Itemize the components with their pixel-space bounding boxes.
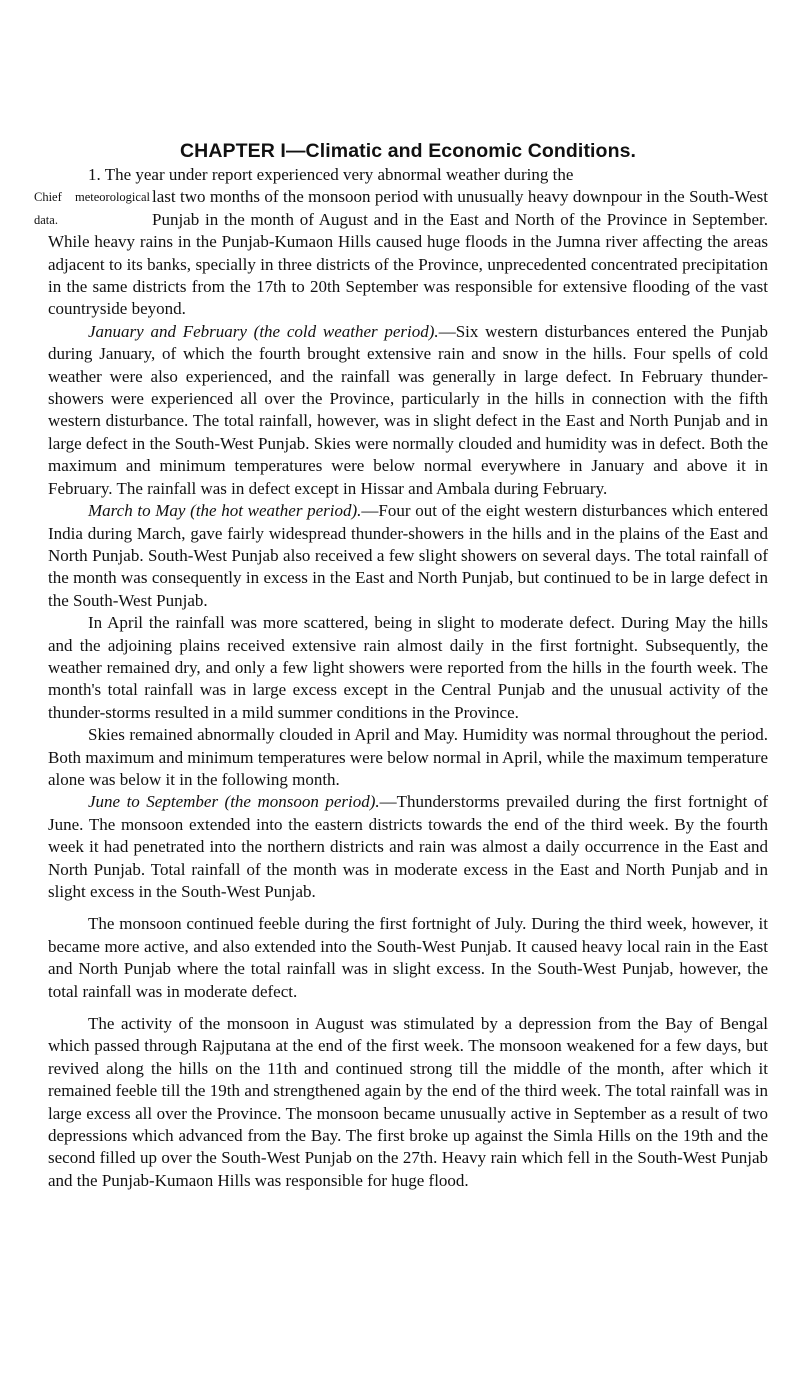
paragraph-3-text: —Four out of the eight western disturbances which entered India during March, gave fairly widespread thunder-showers in the hills and in the plains of the East and North Punjab. South-West Punjab also received a few slight showers on several days. The total rainfall of the month was consequently in excess in the East and North Punjab, but continued to be in large defect in the South-West Punjab. — [48, 501, 768, 610]
margin-note-meteorological: meteorological — [75, 190, 150, 205]
section-heading-cold-weather: January and February (the cold weather period). — [88, 321, 439, 341]
chapter-title: CHAPTER I—Climatic and Economic Conditions. — [179, 140, 637, 162]
margin-note-data: data. — [34, 212, 58, 227]
section-heading-hot-weather: March to May (the hot weather period). — [88, 501, 362, 521]
paragraph-3 — [48, 500, 768, 612]
paragraph-2-text: —Six western disturbances entered the Punjab during January, of which the fourth brought extensive rain and snow in the hills. Four spells of cold weather were also experienced, and the rainfall was generally in large defect. In February thunder-showers were experienced all over the Province, particularly in the hills in connection with the fifth western disturbance. The total rainfall, however, was in slight defect in the East and North Punjab and in large defect in the South-West Punjab. Skies were normally clouded and humidity was in defect. Both the maximum and minimum temperatures were below normal everywhere in January and above it in February. The rainfall was in defect except in Hissar and Ambala during February. — [48, 321, 768, 498]
paragraph-number: 1. — [88, 165, 101, 184]
paragraph-1-lead: The year under report experienced very abnormal weather during the — [100, 165, 574, 184]
paragraph-2 — [48, 321, 768, 500]
paragraph-1-text: last two months of the monsoon period with unusually heavy downpour in the South-West Punjab in the month of August and in the East and North of the Province in September. While heavy rains in the Punjab-Kumaon Hills caused huge floods in the Jumna river affecting the areas adjacent to its banks, specially in three districts of the Province, unprecedented concentrated precipitation in the same districts from the 17th to 20th September was responsible for extensive flooding of the vast countryside beyond. — [48, 187, 768, 319]
paragraph-6-text: —Thunderstorms prevailed during the first fortnight of June. The monsoon extended into the eastern districts towards the end of the third week. By the fourth week it had penetrated into the northern districts and rain was almost a daily occurrence in the East and North Punjab. Total rainfall of the month was in moderate excess in the East and North Punjab and in slight excess in the South-West Punjab. — [48, 792, 768, 901]
margin-note — [34, 186, 152, 231]
paragraph-5: Skies remained abnormally clouded in April and May. Humidity was normal throughout the period. Both maximum and minimum temperatures were below normal in April, while the maximum temperature alone was below it in the following month. — [48, 725, 768, 789]
paragraph-6 — [48, 791, 768, 903]
body-text — [34, 164, 768, 1192]
paragraph-7: The monsoon continued feeble during the first fortnight of July. During the third week, however, it became more active, and also extended into the South-West Punjab. It caused heavy local rain in the East and North Punjab where the total rainfall was in slight excess. In the South-West Punjab, however, the total rainfall was in moderate defect. — [48, 914, 768, 1001]
paragraph-1-first-line — [48, 164, 768, 186]
paragraph-1 — [34, 186, 768, 320]
paragraph-8: The activity of the monsoon in August was stimulated by a depression from the Bay of Bengal which passed through Rajputana at the end of the first week. The monsoon weakened for a few days, but revived along the hills on the 11th and continued strong till the middle of the month, after which it remained feeble till the 19th and strengthened again by the end of the third week. The total rainfall was in large excess all over the Province. The monsoon became unusually active in September as a result of two depressions which advanced from the Bay. The first broke up against the Simla Hills on the 19th and the second filled up over the South-West Punjab on the 27th. Heavy rain which fell in the South-West Punjab and the Punjab-Kumaon Hills was responsible for huge flood. — [48, 1014, 768, 1190]
paragraph-4: In April the rainfall was more scattered, being in slight to moderate defect. During May the hills and the adjoining plains received extensive rain almost daily in the first fortnight. Subsequently, the weather remained dry, and only a few light showers were reported from the hills in the fourth week. The month's total rainfall was in large excess except in the Central Punjab and the unusual activity of the thunder-storms resulted in a mild summer conditions in the Province. — [48, 613, 768, 722]
margin-note-chief: Chief — [34, 190, 62, 205]
section-heading-monsoon: June to September (the monsoon period). — [88, 792, 380, 812]
